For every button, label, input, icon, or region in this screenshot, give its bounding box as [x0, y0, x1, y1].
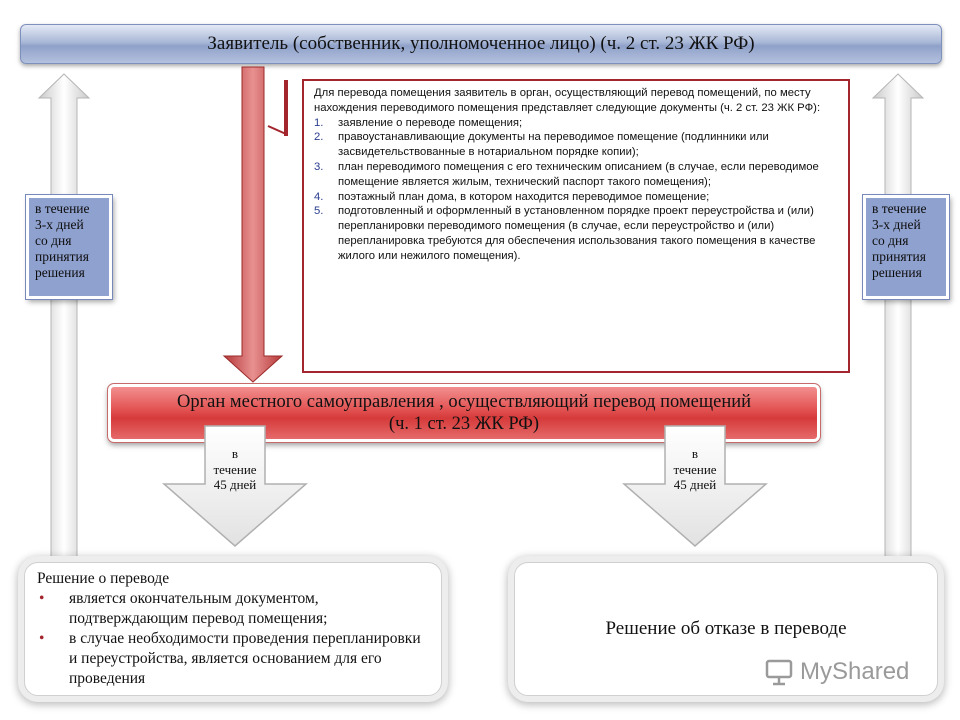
decision-title: Решение о переводе [37, 570, 170, 587]
red-down-arrow [222, 66, 284, 384]
right-arrow-label [659, 446, 731, 493]
documents-intro: Для перевода помещения заявитель в орган, осуществляющий перевод помещений, по месту нахождения переводимого помещения представляет следующие документы (ч. 2 ст. 23 ЖК РФ): [314, 87, 821, 114]
decision-bullet-item [37, 589, 429, 629]
bullet-text: в случае необходимости проведения перепланировки и переустройства, является основанием для его проведения [69, 630, 421, 687]
item-number: 2. [314, 131, 324, 144]
right-deadline-line: со дня [872, 233, 909, 248]
item-text: поэтажный план дома, в котором находится переводимое помещение; [338, 190, 710, 203]
right-arrow-label-line: в [691, 446, 699, 461]
refusal-title: Решение об отказе в переводе [605, 618, 847, 639]
left-up-arrow [37, 72, 91, 564]
left-arrow-label-line: 45 дней [213, 477, 257, 492]
left-deadline-line: со дня [35, 233, 72, 248]
right-arrow-label-line: 45 дней [673, 477, 717, 492]
documents-list [314, 116, 838, 264]
documents-list-item [314, 190, 838, 205]
applicant-header-text: Заявитель (собственник, уполномоченное лицо) (ч. 2 ст. 23 ЖК РФ) [207, 33, 755, 54]
documents-list-item [314, 130, 838, 160]
decision-bullets [37, 589, 429, 689]
item-number: 4. [314, 190, 324, 203]
presentation-board-icon [764, 657, 794, 687]
left-deadline-line: принятия [35, 249, 89, 264]
left-arrow-label-line: течение [213, 461, 257, 477]
item-number: 5. [314, 205, 324, 218]
organ-line-1: Орган местного самоуправления , осуществляющий перевод помещений [176, 392, 752, 412]
left-arrow-label [199, 446, 271, 493]
right-deadline-line: 3-х дней [872, 217, 921, 232]
item-number: 1. [314, 116, 324, 129]
bullet-text: является окончательным документом, подтверждающим перевод помещения; [69, 590, 328, 627]
left-deadline-label [26, 195, 112, 299]
organ-line-2: (ч. 1 ст. 23 ЖК РФ) [388, 414, 540, 434]
left-arrow-label-line: в [231, 446, 239, 461]
decision-bullet-item [37, 629, 429, 689]
info-connector [266, 120, 288, 140]
item-text: правоустанавливающие документы на переводимое помещение (подлинники или засвидетельствованные в нотариальном порядке копии); [338, 131, 769, 159]
watermark-text: MyShared [800, 658, 910, 685]
item-text: план переводимого помещения с его техническим описанием (в случае, если переводимое помещение является жилым, технический паспорт такого помещения); [338, 160, 819, 188]
item-number: 3. [314, 160, 324, 173]
transfer-decision-box [24, 562, 442, 696]
right-deadline-line: в течение [872, 201, 927, 216]
right-deadline-line: принятия [872, 249, 926, 264]
right-deadline-line: решения [872, 265, 922, 280]
item-text: заявление о переводе помещения; [338, 116, 523, 129]
left-deadline-line: решения [35, 265, 85, 280]
right-arrow-label-line: течение [673, 461, 717, 477]
left-deadline-line: в течение [35, 201, 90, 216]
documents-list-item [314, 116, 838, 131]
documents-info-box [302, 79, 850, 373]
bullet-dot: • [39, 590, 45, 607]
item-text: подготовленный и оформленный в установленном порядке проект переустройства и (или) перепланировки переводимого помещения (в случае, если переустройство и (или) перепланировка требуются для обеспечения использования такого помещения в качестве жилого или нежилого помещения). [338, 205, 816, 262]
bullet-dot: • [39, 630, 45, 647]
documents-list-item [314, 160, 838, 190]
myshared-watermark [764, 654, 909, 690]
left-deadline-line: 3-х дней [35, 217, 84, 232]
right-up-arrow [871, 72, 925, 564]
right-deadline-label [863, 195, 949, 299]
applicant-header [20, 24, 942, 64]
documents-list-item [314, 204, 838, 263]
